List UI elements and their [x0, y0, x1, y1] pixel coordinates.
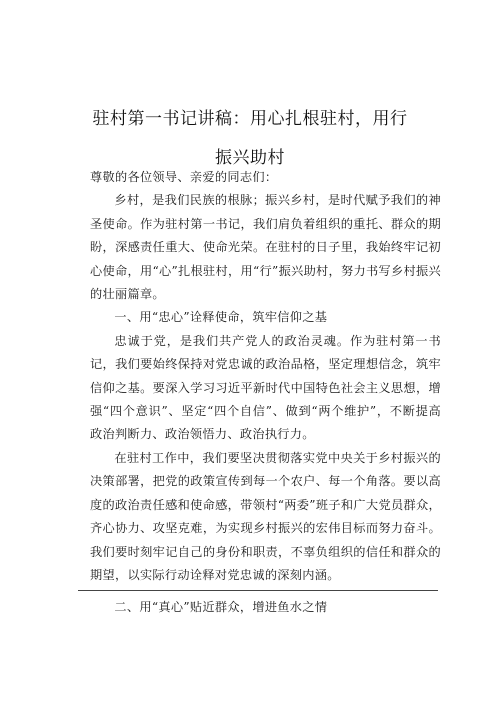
salutation: 尊敬的各位领导、亲爱的同志们： [90, 170, 278, 184]
paragraph-intro: 乡村，是我们民族的根脉；振兴乡村，是时代赋予我们的神圣使命。作为驻村第一书记，我们肩负着组织的重托、群众的期盼，深感责任重大、使命光荣。在驻村的日子里，我始终牢记初心使命，用“心”扎根驻村，用“行”振兴助村，努力书写乡村振兴的壮丽篇章。 [90, 193, 441, 302]
document-title-line-1: 驻村第一书记讲稿：用心扎根驻村，用行 [92, 109, 408, 129]
section-heading-1: 一、用“忠心”诠释使命，筑牢信仰之基 [114, 310, 328, 325]
section-heading-2: 二、用“真心”贴近群众，增进鱼水之情 [114, 600, 328, 614]
paragraph-work: 在驻村工作中，我们要坚决贯彻落实党中央关于乡村振兴的决策部署，把党的政策宣传到每一个农户、每一个角落。要以高度的政治责任感和使命感，带领村“两委”班子和广大党员群众，齐心协力、攻坚克难，为实现乡村振兴的宏伟目标而努力奋斗。我们要时刻牢记自己的身份和职责，不辜负组织的信任和群众的期望，以实际行动诠释对党忠诚的深刻内涵。 [90, 450, 441, 582]
document-body [90, 166, 441, 587]
paragraph-loyalty: 忠诚于党，是我们共产党人的政治灵魂。作为驻村第一书记，我们要始终保持对党忠诚的政治品格，坚定理想信念，筑牢信仰之基。要深入学习习近平新时代中国特色社会主义思想，增强“四个意识”、坚定“四个自信”、做到“两个维护”，不断提高政治判断力、政治领悟力、政治执行力。 [90, 333, 441, 442]
document-title-line-2: 振兴助村 [215, 148, 285, 168]
section-divider [78, 590, 438, 591]
